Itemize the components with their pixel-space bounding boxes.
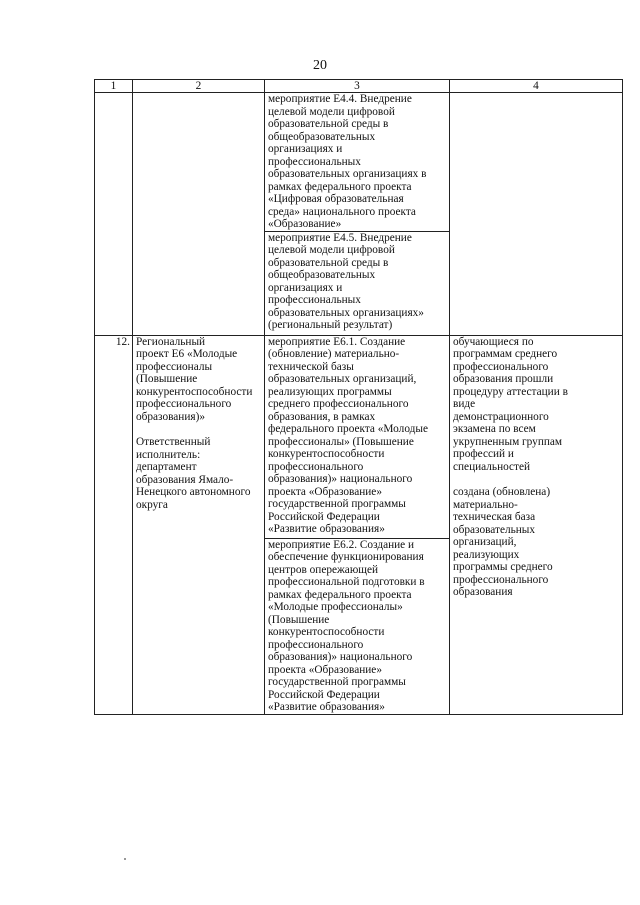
column-number-1: 1 — [95, 80, 133, 93]
column-number-4: 4 — [450, 80, 623, 93]
row-number: 12. — [115, 335, 130, 348]
event-e45-text: мероприятие Е4.5. Внедрение целевой модели цифровой образовательной среды в общеобразовательных организациях и профессиональных образовательных организациях» (региональный результат) — [268, 231, 424, 331]
event-e62-text: мероприятие Е6.2. Создание и обеспечение функционирования центров опережающей профессиональной подготовки в рамках федерального проекта «Молодые профессионалы» (Повышение конкурентоспособности профессионального образования)» национального проекта «Образование» государственной программы Российской Федерации «Развитие образования» — [268, 538, 425, 713]
result-attestation: обучающиеся по программам среднего профессионального образования прошли процедуру аттестации в виде демонстрационного экзамена по всем укрупненным группам профессий и специальностей — [453, 335, 568, 473]
responsible-executor: Ответственный исполнитель: департамент образования Ямало- Ненецкого автономного округа — [136, 436, 251, 511]
result-material-base: создана (обновлена) материально- техническая база образовательных организаций, реализующих программы среднего профессионального образования — [453, 486, 553, 598]
column-number-3: 3 — [265, 80, 450, 93]
table-header-row — [95, 80, 623, 93]
cell-event-e62 — [265, 538, 450, 714]
page-number: 20 — [313, 58, 327, 73]
column-number-2: 2 — [133, 80, 265, 93]
project-name: Региональный проект Е6 «Молодые профессионалы (Повышение конкурентоспособности профессионального образования)» — [136, 335, 253, 423]
cell-event-e44 — [265, 93, 450, 232]
scan-speck — [124, 858, 126, 860]
cell-row-number — [95, 335, 133, 714]
cell-number-empty — [95, 93, 133, 336]
cell-project — [133, 335, 265, 714]
event-e61-text: мероприятие Е6.1. Создание (обновление) материально- технической базы образовательных организаций, реализующих программы среднего профессионального образования, в рамках федерального проекта «Молодые профессионалы» (Повышение конкурентоспособности профессионального образования)» национального проекта «Образование» государственной программы Российской Федерации «Развитие образования» — [268, 335, 428, 535]
cell-result-empty — [450, 93, 623, 336]
cell-event-e45 — [265, 231, 450, 335]
activities-table — [94, 79, 623, 715]
event-e44-text: мероприятие Е4.4. Внедрение целевой модели цифровой образовательной среды в общеобразовательных организациях и профессиональных образовательных организациях в рамках федерального проекта «Цифровая образовательная среда» национального проекта «Образование» — [268, 93, 427, 230]
cell-results — [450, 335, 623, 714]
cell-event-e61 — [265, 335, 450, 538]
table-row-continued-e44 — [95, 93, 623, 232]
table-row-12-e61 — [95, 335, 623, 538]
cell-project-empty — [133, 93, 265, 336]
